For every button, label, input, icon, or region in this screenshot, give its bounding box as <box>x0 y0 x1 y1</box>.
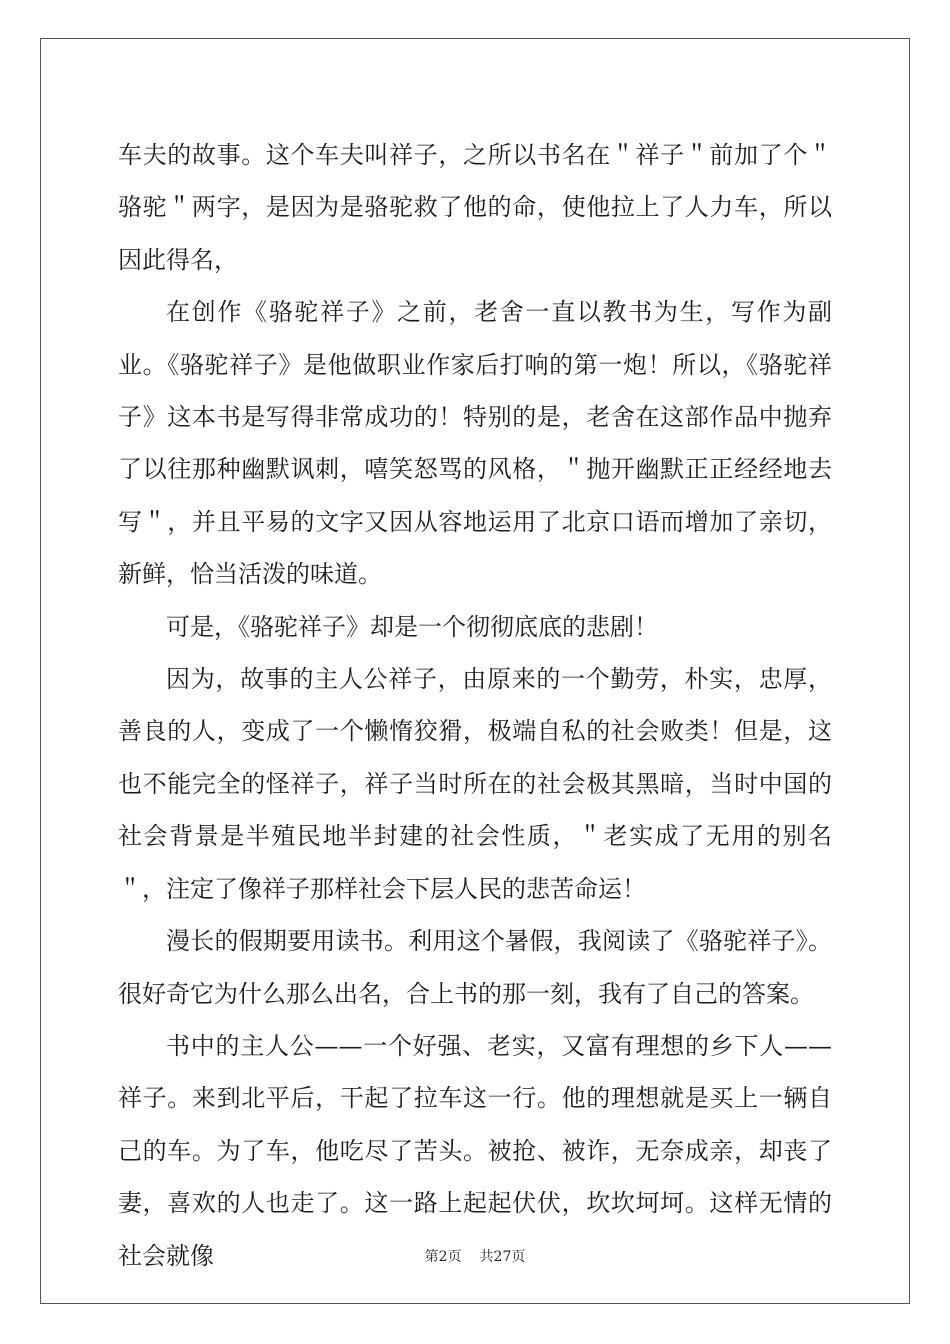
paragraph: 漫长的假期要用读书。利用这个暑假，我阅读了《骆驼祥子》。很好奇它为什么那么出名，合上书的那一刻，我有了自己的答案。 <box>118 927 832 1008</box>
paragraph: 车夫的故事。这个车夫叫祥子，之所以书名在＂祥子＂前加了个＂骆驼＂两字，是因为是骆驼救了他的命，使他拉上了人力车，所以因此得名， <box>118 141 832 274</box>
paragraph: 在创作《骆驼祥子》之前，老舍一直以教书为生，写作为副业。《骆驼祥子》是他做职业作家后打响的第一炮！所以，《骆驼祥子》这本书是写得非常成功的！特别的是，老舍在这部作品中抛弃了以往那种幽默讽刺，嘻笑怒骂的风格，＂抛开幽默正正经经地去写＂，并且平易的文字又因从容地运用了北京口语而增加了亲切，新鲜，恰当活泼的味道。 <box>118 298 832 589</box>
paragraph: 书中的主人公——一个好强、老实，又富有理想的乡下人——祥子。来到北平后，干起了拉车这一行。他的理想就是买上一辆自己的车。为了车，他吃尽了苦头。被抢、被诈，无奈成亲，却丧了妻，喜欢的人也走了。这一路上起起伏伏，坎坎坷坷。这样无情的社会就像 <box>118 1031 832 1270</box>
paragraph: 可是，《骆驼祥子》却是一个彻彻底底的悲剧！ <box>166 612 658 641</box>
page-footer <box>0 1246 950 1266</box>
page-number: 第2页 <box>424 1249 462 1265</box>
page-total: 共27页 <box>479 1249 526 1265</box>
paragraph: 因为，故事的主人公祥子，由原来的一个勤劳，朴实，忠厚，善良的人，变成了一个懒惰狡猾，极端自私的社会败类！但是，这也不能完全的怪祥子，祥子当时所在的社会极其黑暗，当时中国的社会背景是半殖民地半封建的社会性质，＂老实成了无用的别名＂，注定了像祥子那样社会下层人民的悲苦命运！ <box>118 665 832 903</box>
document-body <box>118 129 832 1282</box>
